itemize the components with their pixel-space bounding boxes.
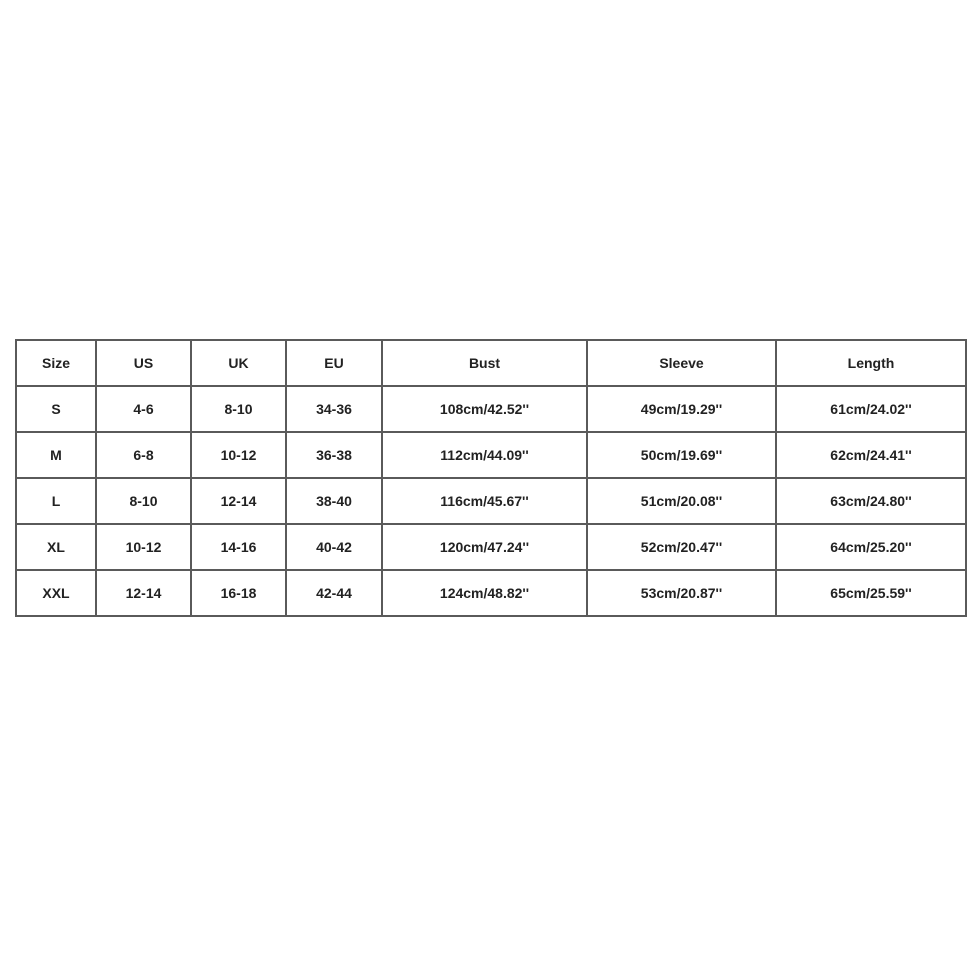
table-row (16, 478, 966, 524)
table-body (16, 386, 966, 616)
size-chart-table (15, 339, 967, 617)
header-row (16, 340, 966, 386)
cell-length: 61cm/24.02'' (776, 386, 966, 432)
cell-sleeve: 53cm/20.87'' (587, 570, 776, 616)
cell-bust: 120cm/47.24'' (382, 524, 587, 570)
cell-size: XL (16, 524, 96, 570)
cell-size: XXL (16, 570, 96, 616)
header-cell-length: Length (776, 340, 966, 386)
cell-sleeve: 50cm/19.69'' (587, 432, 776, 478)
cell-sleeve: 51cm/20.08'' (587, 478, 776, 524)
header-cell-eu: EU (286, 340, 382, 386)
table-row (16, 386, 966, 432)
cell-us: 10-12 (96, 524, 191, 570)
cell-eu: 38-40 (286, 478, 382, 524)
cell-size: M (16, 432, 96, 478)
table-row (16, 570, 966, 616)
cell-uk: 16-18 (191, 570, 286, 616)
cell-us: 12-14 (96, 570, 191, 616)
cell-bust: 124cm/48.82'' (382, 570, 587, 616)
cell-eu: 34-36 (286, 386, 382, 432)
cell-us: 8-10 (96, 478, 191, 524)
cell-uk: 10-12 (191, 432, 286, 478)
cell-bust: 112cm/44.09'' (382, 432, 587, 478)
cell-length: 62cm/24.41'' (776, 432, 966, 478)
header-cell-uk: UK (191, 340, 286, 386)
cell-sleeve: 49cm/19.29'' (587, 386, 776, 432)
cell-uk: 14-16 (191, 524, 286, 570)
cell-eu: 36-38 (286, 432, 382, 478)
cell-length: 63cm/24.80'' (776, 478, 966, 524)
table-row (16, 524, 966, 570)
cell-length: 64cm/25.20'' (776, 524, 966, 570)
header-cell-us: US (96, 340, 191, 386)
header-cell-bust: Bust (382, 340, 587, 386)
cell-eu: 42-44 (286, 570, 382, 616)
table-row (16, 432, 966, 478)
cell-size: S (16, 386, 96, 432)
cell-bust: 116cm/45.67'' (382, 478, 587, 524)
cell-uk: 12-14 (191, 478, 286, 524)
cell-sleeve: 52cm/20.47'' (587, 524, 776, 570)
header-cell-sleeve: Sleeve (587, 340, 776, 386)
cell-eu: 40-42 (286, 524, 382, 570)
cell-bust: 108cm/42.52'' (382, 386, 587, 432)
cell-uk: 8-10 (191, 386, 286, 432)
cell-us: 4-6 (96, 386, 191, 432)
cell-us: 6-8 (96, 432, 191, 478)
cell-size: L (16, 478, 96, 524)
header-cell-size: Size (16, 340, 96, 386)
cell-length: 65cm/25.59'' (776, 570, 966, 616)
table-header (16, 340, 966, 386)
